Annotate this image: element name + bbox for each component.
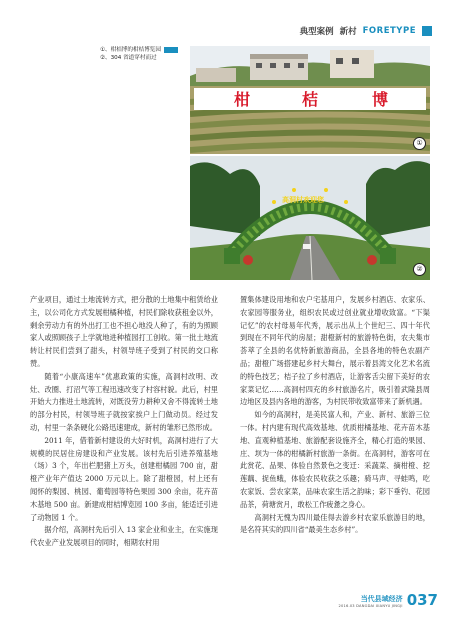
magazine-info — [339, 594, 403, 608]
paragraph: 据介绍，高洞村先后引入 13 家企业和业主，在实施现代农业产业发展项目的同时，相期农村用 — [30, 525, 218, 548]
paragraph: 2011 年，借着新村建设的大好时机，高洞村进行了大规模的民居住房建设和产业发展。该村先后引进养殖基地（场）3 个，年出栏肥猪上万头，创建柑橘园 700 亩，甜橙产业年产值达 2000 万元以上。除了甜橙园，村上还有闻怀的梨园、桃园、葡萄园等特色果园 300 余亩，花卉苗木基地 500 亩。新建成柑桔博览园 100 多亩，能适迁引进了动物园 1 个。 — [30, 435, 218, 522]
magazine-title: 当代县域经济 — [360, 595, 403, 603]
brand-label: FORETYPE — [362, 26, 416, 36]
photo-arch-road — [190, 156, 430, 280]
page-number: 037 — [406, 591, 438, 609]
caption-2: ②、304 省道穿村而过 — [100, 55, 157, 61]
paragraph: 随着“小康高速车”优惠政策的实施，高洞村改明、改灶、改圈、打沼气等工程迅速改变了村容村貌。此后，村里开始大力推进土地流转，对既没劳力耕种又舍不得流转土地的部分村民，村领导班子就按家挨户上门做动员。经过发动，村里一条条硬化公路迅速建成，新村的雏形已然形成。 — [30, 371, 218, 432]
photo-orchard — [190, 46, 430, 154]
paragraph: 高洞村无愧为四川最佳得去游乡村农家乐旅游目的地，是名符其实的四川省“最美生态乡村”。 — [240, 512, 430, 535]
article-left-column — [30, 294, 218, 550]
banner-char-3: 博 — [372, 90, 389, 109]
paragraph: 置集体建设用地和农户宅基用户，发展乡村酒店、农家乐、农家园等服务业，组织农民或过创业就业增收致富。“下渠记忆”的农村母易年代秀，展示出从上个世纪三、四十年代到现在不同年代的房屋；甜橙新村的旅游特色街，农夫集市荟萃了全县的名优特新旅游商品，全县各地的特色农副产品；甜橙广场搭建起乡村大舞台，展示着县湾文化艺术名流的特色技艺；桔子拉了乡村酒店，让游客舌尖留下美好的农家菜记忆……高洞村四充的乡村旅游名片，吸引着武隆县周边地区及县内各地的游客，为村民带收致富带来了新机遇。 — [240, 295, 430, 407]
section-label: 典型案例 — [299, 27, 334, 37]
caption-1: ①、柑桔博的柑桔博览园 — [100, 46, 178, 54]
banner-char-1: 柑 — [234, 90, 251, 109]
banner-char-2: 桔 — [302, 90, 319, 109]
caption-badge-icon — [164, 47, 178, 53]
paragraph: 如今的高洞村，是美民富人和，产业、新村、旅游三位一体。村内建有现代高效基地、优质柑橘基地、花卉苗木基地、直观种植基地、旅游配套设施齐全，精心打造的果园、庄、坝为一体的柑橘新村旅游一条街。在高洞村，游客可在此赏花、品果、体验自然景色之变迁：采蔬菜、摘柑橙、挖莲藕、捉鱼蛾，体验农民收获之乐趣；骑马声、寻蛙鸣，吃农家饭、尝农家菜，品味农家生活之韵味；彩下垂钓、花园品茶，荷塘赏月，敢松工作疲惫之身心。 — [240, 410, 430, 509]
photo-captions — [100, 46, 178, 62]
paragraph: 产业项目，通过土地流转方式，把分散的土地集中租赁给业主，以公司化方式发展柑橘种植，村民们除收获租金以外，剩余劳动力有的外出打工也不担心地没人种了，有的为照顾家人或照顾孩子上学就地进种植园打工创收。第一批土地流转让村民们尝到了甜头，村领导班子受到了村民的交口称赞。 — [30, 295, 218, 368]
header-bar-icon — [422, 26, 432, 36]
page-header — [300, 24, 432, 38]
arch-text: 高洞村欢迎您 — [282, 196, 324, 204]
article-right-column — [240, 294, 430, 537]
photo-number-2: ② — [413, 263, 426, 276]
photo-number-1: ① — [413, 137, 426, 150]
section-sub: 新村 — [339, 27, 357, 37]
page-footer — [339, 593, 438, 608]
magazine-subtitle: 2016.03 DANGDAI XIANYU JINGJI — [338, 604, 403, 608]
